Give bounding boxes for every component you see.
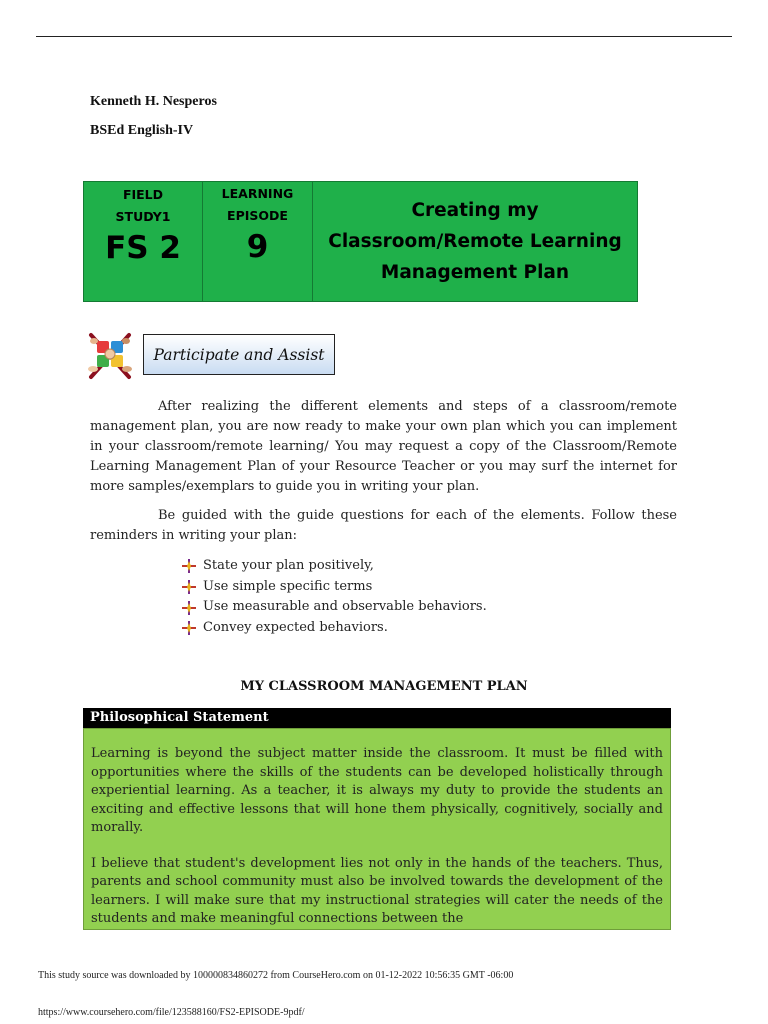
learning-episode-cell [203,182,313,301]
reminder-text: Use measurable and observable behaviors. [203,599,487,615]
intro-paragraph: After realizing the different elements and steps of a classroom/remote management plan, you are now ready to make your own plan which you can implement in your classroom/remote learning/ You may request a copy of the Classroom/Remote Learning Management Plan of your Resource Teacher or you may surf the internet for more samples/exemplars to guide you in writing your plan. [90,399,677,494]
episode-number: 9 [246,229,269,265]
field-label: FIELD [122,187,164,202]
puzzle-hands-icon [83,329,137,383]
episode-title-cell [313,182,637,301]
philosophical-statement-body [83,728,671,930]
student-course: BSEd English-IV [90,123,194,138]
guide-paragraph: Be guided with the guide questions for each of the elements. Follow these reminders in writing your plan: [90,508,677,543]
episode-title [313,195,637,288]
star-bullet-icon [181,558,197,574]
student-name: Kenneth H. Nesperos [90,94,217,109]
star-bullet-icon [181,579,197,595]
star-bullet-icon [181,600,197,616]
statement-paragraph: Learning is beyond the subject matter inside the classroom. It must be filled with opportunities where the skills of the students can be developed holistically through experiential learning. As a teacher, it is always my duty to provide the students an exciting and effective lessons that will hone them physically, cognitively, socially and morally. [91,746,663,835]
statement-paragraph: I believe that student's development lies not only in the hands of the teachers. Thus, parents and school community must also be involved towards the development of the learners. I will make sure that my instructional strategies will cater the needs of the students and make meaningful connections between the [91,855,663,926]
list-item [181,556,487,577]
episode-title-line: Management Plan [380,262,570,283]
reminder-text: Convey expected behaviors. [203,620,388,636]
field-study-cell [84,182,203,301]
field-label-2: STUDY1 [115,209,171,224]
top-divider [36,36,732,37]
philosophical-statement-heading: Philosophical Statement [83,708,671,728]
star-bullet-icon [181,620,197,636]
reminder-text: Use simple specific terms [203,578,373,594]
download-source-note: This study source was downloaded by 100000834860272 from CourseHero.com on 01-12-2022 10:56:35 GMT -06:00 [38,970,514,981]
source-url: https://www.coursehero.com/file/123588160/FS2-EPISODE-9pdf/ [38,1007,305,1018]
episode-title-line: Classroom/Remote Learning [328,231,622,252]
reminders-list [181,556,487,639]
section-badge: Participate and Assist [143,334,335,375]
episode-label-2: EPISODE [227,208,288,223]
list-item [181,597,487,618]
reminder-text: State your plan positively, [203,558,374,573]
field-study-value: FS 2 [105,230,181,266]
episode-banner [83,181,638,302]
list-item [181,577,487,598]
episode-label: LEARNING [221,186,294,201]
episode-title-line: Creating my [411,200,539,221]
plan-heading: MY CLASSROOM MANAGEMENT PLAN [240,679,528,694]
list-item [181,618,487,639]
